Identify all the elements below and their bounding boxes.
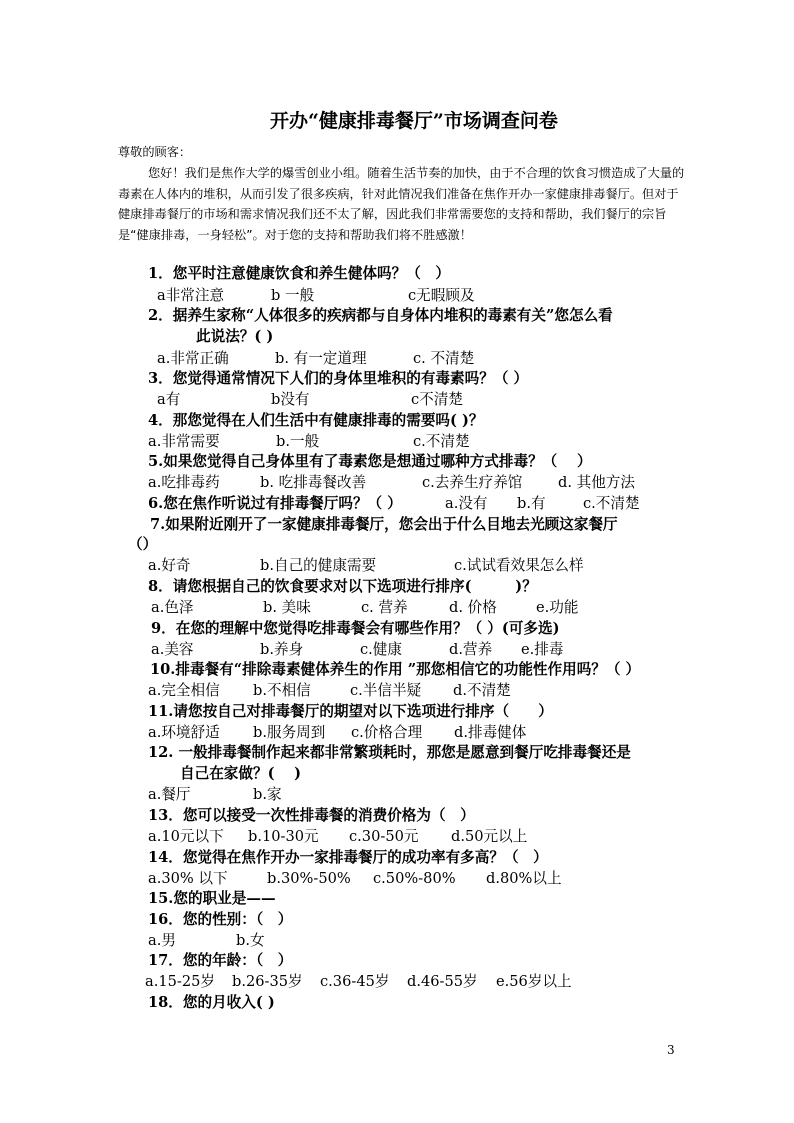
option[interactable]: a.环境舒适 xyxy=(148,724,220,741)
option[interactable]: b.一般 xyxy=(276,433,320,450)
page-number: 3 xyxy=(667,1043,675,1057)
option[interactable]: b.有 xyxy=(517,495,546,512)
option[interactable]: a.男 xyxy=(148,932,176,949)
option[interactable]: d.80%以上 xyxy=(486,870,562,887)
option[interactable]: a.美容 xyxy=(151,641,194,658)
option[interactable]: a.没有 xyxy=(445,495,488,512)
option[interactable]: b.30%-50% xyxy=(267,870,351,887)
option[interactable]: b.26-35岁 xyxy=(232,973,303,990)
option[interactable]: a.色泽 xyxy=(151,599,194,616)
option[interactable]: c.价格合理 xyxy=(351,724,423,741)
option[interactable]: a.15-25岁 xyxy=(145,973,216,990)
option[interactable]: a.30% 以下 xyxy=(148,870,228,887)
option[interactable]: b. 美味 xyxy=(263,599,311,616)
option[interactable]: c.健康 xyxy=(360,641,402,658)
option[interactable]: b没有 xyxy=(271,391,310,408)
option[interactable]: a有 xyxy=(157,391,181,408)
option[interactable]: d.营养 xyxy=(449,641,493,658)
option[interactable]: c.半信半疑 xyxy=(350,682,422,699)
option[interactable]: c. 不清楚 xyxy=(413,350,475,367)
option[interactable]: a.好奇 xyxy=(148,557,191,574)
option[interactable]: a.非常需要 xyxy=(148,433,220,450)
option[interactable]: e.功能 xyxy=(536,599,579,616)
option[interactable]: d.50元以上 xyxy=(451,828,528,845)
option[interactable]: a.餐厅 xyxy=(148,786,191,803)
option[interactable]: a非常注意 xyxy=(157,287,225,304)
option[interactable]: a.非常正确 xyxy=(157,350,229,367)
option[interactable]: a.10元以下 xyxy=(148,828,224,845)
option[interactable]: a.完全相信 xyxy=(148,682,220,699)
option[interactable]: a.吃排毒药 xyxy=(148,474,220,491)
option[interactable]: c不清楚 xyxy=(411,391,463,408)
page-title: 开办“健康排毒餐厅”市场调查问卷 xyxy=(270,110,558,132)
option[interactable]: b.家 xyxy=(253,786,282,803)
option[interactable]: c. 营养 xyxy=(361,599,408,616)
option[interactable]: d.排毒健体 xyxy=(454,724,527,741)
option[interactable]: c.36-45岁 xyxy=(320,973,390,990)
option[interactable]: d.46-55岁 xyxy=(407,973,478,990)
option[interactable]: b.养身 xyxy=(260,641,304,658)
option[interactable]: b.10-30元 xyxy=(248,828,319,845)
intro-paragraph: 您好！我们是焦作大学的爆雪创业小组。随着生活节奏的加快，由于不合理的饮食习惯造成了大量的毒素在人体内的堆积，从而引发了很多疾病，针对此情况我们准备在焦作开办一家健康排毒餐厅。但对于健康排毒餐厅的市场和需求情况我们还不太了解，因此我们非常需要您的支持和帮助，我们餐厅的宗旨是“健康排毒，一身轻松”。对于您的支持和帮助我们将不胜感激！ xyxy=(118,165,685,243)
option[interactable]: c.去养生疗养馆 xyxy=(422,474,523,491)
option[interactable]: d.不清楚 xyxy=(453,682,511,699)
option[interactable]: b. 吃排毒餐改善 xyxy=(260,474,367,491)
intro-block xyxy=(118,142,688,246)
document-page: 开办“健康排毒餐厅”市场调查问卷 尊敬的顾客： 您好！我们是焦作大学的爆雪创业小组。随着生活节奏的加快，由于不合理的饮食习惯造成了大量的毒素在人体内的堆积，从而引发了很多疾病，针对此情况我们准备在焦作开办一家健康排毒餐厅。但对于健康排毒餐厅的市场和需求情况我们还不太了解，因此我们非常需要您的支持和帮助，我们餐厅的宗旨是“健康排毒，一身轻松”。对于您的支持和帮助我们将不胜感激！ 1．您平时注意健康饮食和养生健体吗？（ ） a非常注意 b 一般 c无暇顾及 2．据养生家称“人体很多的疾病都与自身体内堆积的毒素有关”您怎么看 此说法？( ) a.非常正确 b. 有一定道理 c. 不清楚 3．您觉得通常情况下人们的身体里堆积的有毒素吗？（ ） a有 b没有 c不清楚 4．那您觉得在人们生活中有健康排毒的需要吗( )？ a.非常需要 b.一般 c.不清楚 5.如果您觉得自己身体里有了毒素您是想通过哪种方式排毒？（ ） a.吃排毒药 b. 吃排毒餐改善 c.去养生疗养馆 d. 其他方法 6.您在焦作听说过有排毒餐厅吗？（ ） a.没有 b.有 c.不清楚 7.如果附近刚开了一家健康排毒餐厅，您会出于什么目地去光顾这家餐厅 （） a.好奇 b.自己的健康需要 c.试试看效果怎么样 8．请您根据自己的饮食要求对以下选项进行排序( )？ a.色泽 b. 美味 c. 营养 d. 价格 e.功能 9．在您的理解中您觉得吃排毒餐会有哪些作用？（ ）(可多选) a.美容 b.养身 c.健康 d.营养 e.排毒 10.排毒餐有“排除毒素健体养生的作用 ”那您相信它的功能性作用吗？（ ） a.完全相信 b.不相信 c.半信半疑 d.不清楚 11.请您按自己对排毒餐厅的期望对以下选项进行排序（ ） a.环境舒适 b.服务周到 c.价格合理 d.排毒健体 12. 一般排毒餐制作起来都非常繁琐耗时，那您是愿意到餐厅吃排毒餐还是 自己在家做？( ) a.餐厅 b.家 13．您可以接受一次性排毒餐的消费价格为（ ） a.10元以下 b.10-30元 c.30-50元 d.50元以上 14．您觉得在焦作开办一家排毒餐厅的成功率有多高？（ ） a.30% 以下 b.30%-50% c.50%-80% d.80%以上 15.您的职业是—— 16．您的性别：（ ） a.男 b.女 17．您的年龄：（ ） a.15-25岁 b.26-35岁 c.36-45岁 d.46-55岁 e.56岁以上 18．您的月收入( ) 3 xyxy=(0,0,794,1123)
option[interactable]: c.50%-80% xyxy=(373,870,456,887)
option[interactable]: c.不清楚 xyxy=(413,433,470,450)
option[interactable]: d. 其他方法 xyxy=(558,474,635,491)
option[interactable]: e.排毒 xyxy=(521,641,564,658)
option[interactable]: b.女 xyxy=(236,932,265,949)
option[interactable]: c.试试看效果怎么样 xyxy=(454,557,584,574)
option[interactable]: c无暇顾及 xyxy=(408,287,475,304)
option[interactable]: b.不相信 xyxy=(253,682,311,699)
option[interactable]: e.56岁以上 xyxy=(496,973,572,990)
option[interactable]: d. 价格 xyxy=(449,599,497,616)
option[interactable]: b. 有一定道理 xyxy=(275,350,367,367)
option[interactable]: b.服务周到 xyxy=(253,724,326,741)
option[interactable]: b.自己的健康需要 xyxy=(260,557,377,574)
option[interactable]: c.不清楚 xyxy=(583,495,640,512)
option[interactable]: c.30-50元 xyxy=(349,828,419,845)
greeting: 尊敬的顾客： xyxy=(118,145,192,159)
option[interactable]: b 一般 xyxy=(271,287,315,304)
